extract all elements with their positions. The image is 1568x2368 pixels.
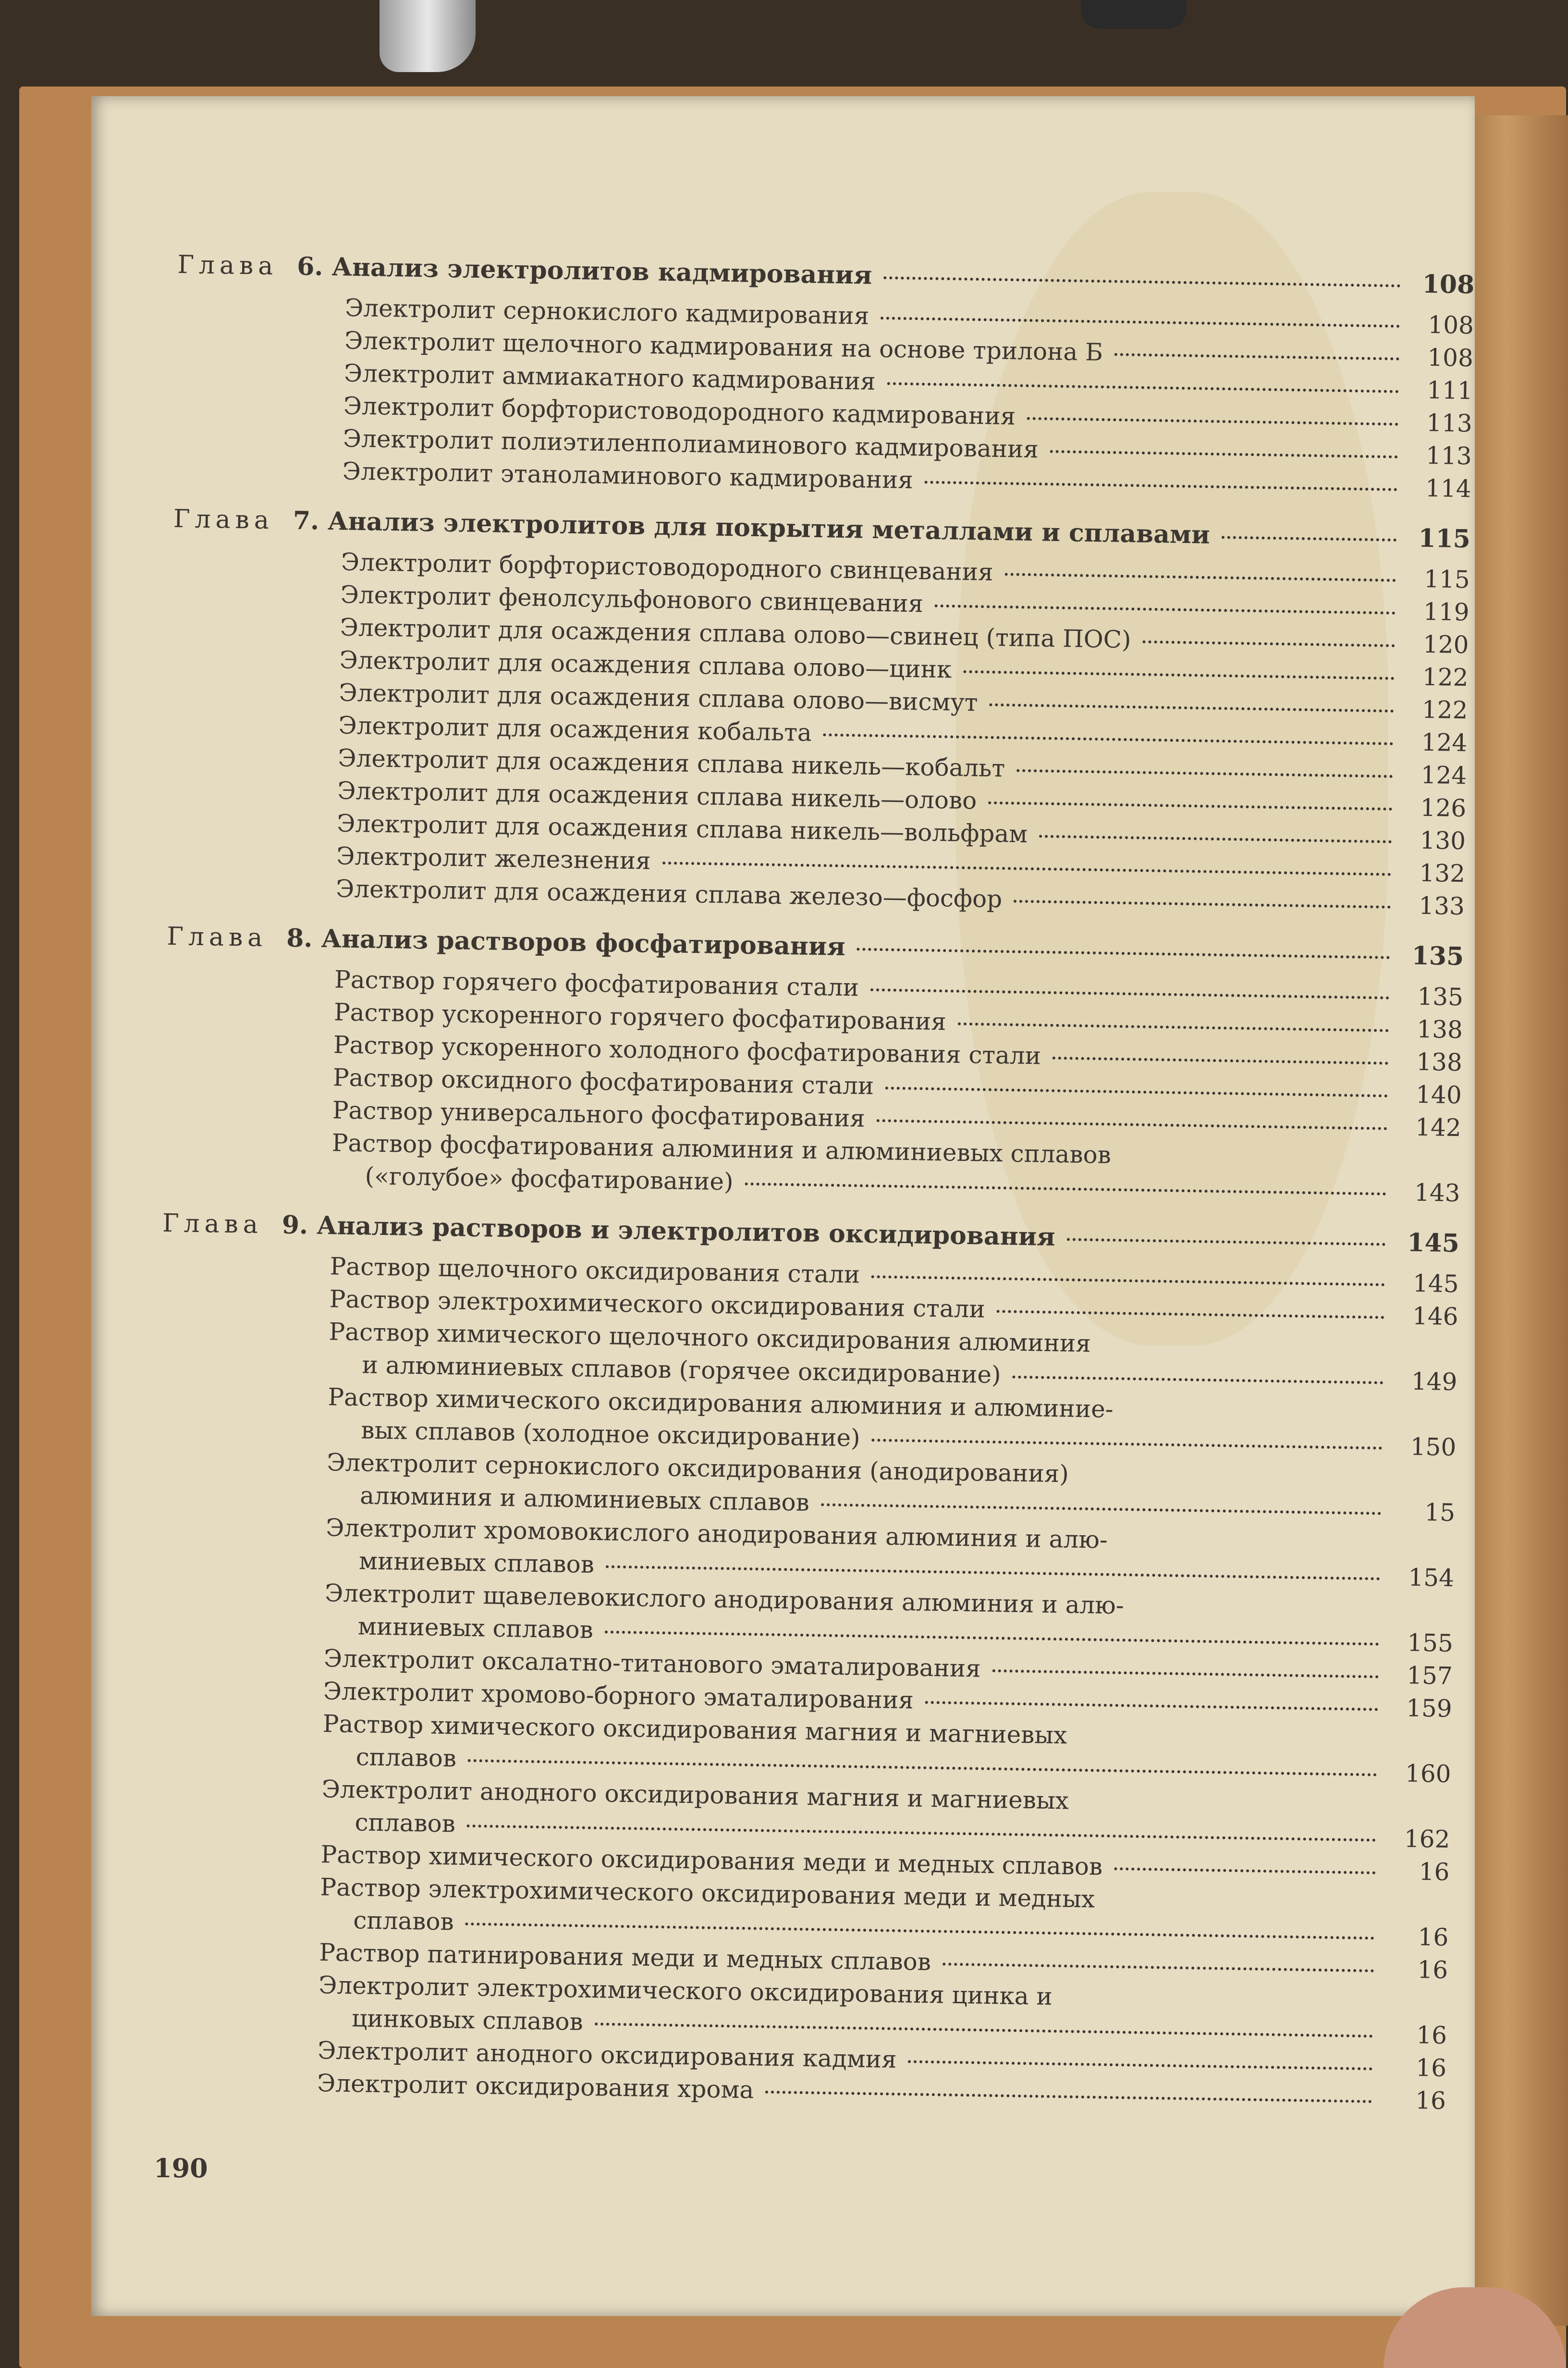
dot-leader [883, 276, 1400, 287]
dot-leader [1221, 536, 1396, 542]
entry-title: сплавов [355, 1743, 457, 1773]
entry-title: цинковых сплавов [351, 2004, 584, 2036]
dot-leader [881, 317, 1400, 328]
chapter-label: Глава [162, 1209, 263, 1240]
entry-page: 122 [1421, 695, 1468, 725]
entry-title: Электролит оксидирования хрома [317, 2069, 754, 2104]
dot-leader [870, 988, 1389, 999]
dot-leader [1115, 353, 1399, 360]
entry-page: 132 [1419, 859, 1466, 888]
chapter-page: 108 [1422, 269, 1475, 300]
entry-page: 154 [1408, 1563, 1455, 1592]
dot-leader [871, 1439, 1382, 1450]
page-number: 190 [154, 2153, 208, 2183]
entry-page: 108 [1427, 310, 1474, 340]
entry-page: 135 [1417, 982, 1464, 1011]
entry-page: 146 [1412, 1302, 1458, 1331]
entry-title: Электролит сернокислого оксидирования (анодирования) [326, 1448, 1069, 1488]
dot-leader [605, 1630, 1379, 1645]
entry-title: Электролит для осаждения сплава олово—цинк [339, 646, 952, 684]
dot-leader [1014, 900, 1391, 909]
entry-title: Электролит фенолсульфонового свинцевания [340, 580, 924, 618]
entry-page: 149 [1411, 1367, 1458, 1396]
entry-title: вых сплавов (холодное оксидирование) [361, 1416, 861, 1452]
entry-page: 157 [1406, 1661, 1453, 1690]
entry-title: Электролит борфтористоводородного кадмирования [343, 392, 1016, 431]
entry-title: Электролит хромовокислого анодирования алюминия и алю- [325, 1514, 1108, 1554]
entry-title: Раствор химического щелочного оксидирования алюминия [329, 1318, 1091, 1358]
entry-title: Раствор горячего фосфатирования стали [334, 965, 859, 1002]
dark-object [1081, 0, 1187, 29]
dot-leader [1039, 835, 1392, 843]
dot-leader [468, 1759, 1377, 1776]
entry-title: Электролит для осаждения сплава олово—свинец (типа ПОС) [340, 613, 1131, 654]
entry-title: Раствор электрохимического оксидирования меди и медных [320, 1873, 1095, 1913]
dot-leader [823, 733, 1394, 745]
entry-page: 16 [1415, 2086, 1446, 2115]
entry-page: 119 [1423, 597, 1470, 627]
entry-page: 122 [1422, 663, 1469, 692]
chapter-title: 9. Анализ растворов и электролитов оксидирования [282, 1210, 1056, 1252]
dot-leader [745, 1183, 1386, 1196]
chapter-title: 6. Анализ электролитов кадмирования [296, 251, 872, 290]
entry-title: Раствор химического оксидирования меди и медных сплавов [320, 1840, 1103, 1881]
entry-page: 155 [1407, 1628, 1454, 1658]
dot-leader [821, 1503, 1381, 1515]
dot-leader [765, 2091, 1372, 2103]
entry-page: 133 [1418, 891, 1465, 921]
dot-leader [1017, 769, 1393, 778]
entry-title: Электролит этаноламинового кадмирования [342, 457, 914, 494]
entry-title: Раствор электрохимического оксидирования стали [329, 1285, 986, 1323]
entry-title: Электролит для осаждения сплава олово—висмут [339, 678, 978, 717]
entry-page: 120 [1422, 630, 1469, 659]
entry-title: Раствор фосфатирования алюминия и алюминиевых сплавов [331, 1129, 1112, 1169]
dot-leader [662, 862, 1391, 876]
entry-page: 111 [1426, 376, 1473, 405]
entry-title: Раствор оксидного фосфатирования стали [332, 1063, 874, 1100]
dot-leader [1050, 450, 1398, 458]
entry-page: 138 [1416, 1015, 1463, 1044]
entry-title: Электролит борфтористоводородного свинцевания [341, 548, 993, 586]
dot-leader [1053, 1057, 1388, 1065]
entry-title: Электролит для осаждения сплава никель—кобальт [337, 744, 1005, 783]
entry-title: Раствор ускоренного горячего фосфатирования [333, 998, 947, 1036]
table-of-contents [149, 250, 1475, 2117]
dot-leader [857, 948, 1390, 959]
entry-page: 130 [1420, 826, 1466, 855]
entry-page: 113 [1425, 441, 1472, 470]
entry-page: 142 [1415, 1113, 1462, 1142]
entry-title: («голубое» фосфатирование) [365, 1162, 734, 1196]
entry-title: Раствор щелочного оксидирования стали [330, 1252, 860, 1289]
dot-leader [925, 1701, 1378, 1711]
entry-page: 140 [1415, 1080, 1462, 1110]
dot-leader [1027, 417, 1398, 426]
chapter-title: 8. Анализ растворов фосфатирования [286, 923, 846, 962]
dot-leader [606, 1565, 1380, 1580]
entry-title: миниевых сплавов [358, 1547, 595, 1579]
entry-page: 160 [1405, 1759, 1451, 1788]
entry-page: 124 [1421, 728, 1468, 757]
dot-leader [963, 670, 1394, 680]
scissors-photo-object [380, 0, 476, 72]
entry-title: Электролит щелочного кадмирования на основе трилона Б [344, 326, 1103, 367]
entry-page: 143 [1414, 1178, 1460, 1208]
dot-leader [871, 1275, 1385, 1286]
dot-leader [997, 1310, 1384, 1319]
entry-page: 108 [1427, 343, 1474, 372]
entry-page: 15 [1424, 1498, 1456, 1527]
chapter-label: Глава [173, 504, 274, 535]
dot-leader [1067, 1238, 1385, 1246]
entry-title: Электролит железнения [336, 842, 651, 875]
chapter-page: 115 [1418, 523, 1471, 554]
entry-title: сплавов [353, 1906, 454, 1936]
entry-title: миниевых сплавов [357, 1612, 594, 1644]
dot-leader [1012, 1376, 1383, 1384]
entry-title: Раствор химического оксидирования магния и магниевых [322, 1710, 1067, 1750]
dot-leader [466, 1923, 1375, 1940]
entry-page: 150 [1410, 1432, 1457, 1462]
entry-title: Раствор универсального фосфатирования [332, 1096, 866, 1133]
dot-leader [1004, 573, 1396, 582]
dot-leader [1142, 641, 1395, 647]
dot-leader [1114, 1867, 1375, 1875]
dot-leader [989, 703, 1394, 713]
dot-leader [885, 1086, 1388, 1097]
chapter-label: Глава [177, 250, 278, 281]
entry-title: и алюминиевых сплавов (горячее оксидирование) [362, 1351, 1002, 1389]
entry-title: Электролит для осаждения кобальта [338, 711, 812, 747]
entry-page: 145 [1412, 1269, 1459, 1298]
dot-leader [988, 802, 1392, 811]
entry-title: Раствор патинирования меди и медных сплавов [318, 1938, 931, 1976]
entry-page: 16 [1416, 2021, 1447, 2049]
entry-page: 113 [1426, 408, 1473, 438]
entry-title: сплавов [355, 1808, 456, 1838]
entry-page: 126 [1420, 793, 1467, 823]
dot-leader [992, 1669, 1379, 1678]
dot-leader [908, 2060, 1372, 2070]
entry-title: Электролит для осаждения сплава железо—фосфор [335, 875, 1003, 913]
entry-title: Электролит для осаждения сплава никель—вольфрам [336, 809, 1028, 848]
entry-page: 138 [1416, 1048, 1463, 1077]
entry-page: 115 [1423, 565, 1470, 594]
entry-page: 114 [1425, 474, 1471, 503]
chapter-page: 145 [1407, 1228, 1460, 1258]
dot-leader [887, 382, 1398, 393]
entry-title: Электролит аммиакатного кадмирования [343, 359, 876, 395]
book-page-edges [1465, 115, 1568, 2326]
entry-page: 16 [1415, 2053, 1447, 2082]
entry-title: Электролит оксалатно-титанового эматалирования [323, 1644, 981, 1683]
entry-title: Электролит хромово-борного эматалирования [323, 1677, 914, 1714]
dot-leader [877, 1119, 1387, 1130]
entry-title: Раствор ускоренного холодного фосфатирования стали [333, 1031, 1041, 1070]
entry-page: 16 [1419, 1858, 1450, 1886]
entry-page: 16 [1418, 1923, 1449, 1951]
dot-leader [595, 2023, 1373, 2037]
chapter-page: 135 [1411, 941, 1464, 972]
entry-title: Электролит электрохимического оксидирования цинка и [318, 1971, 1053, 2011]
entry-page: 159 [1406, 1694, 1453, 1723]
entry-page: 124 [1421, 761, 1467, 790]
entry-title: алюминия и алюминиевых сплавов [359, 1481, 810, 1517]
dot-leader [943, 1962, 1374, 1972]
entry-title: Электролит анодного оксидирования кадмия [317, 2036, 897, 2073]
entry-page: 162 [1404, 1825, 1450, 1854]
entry-title: Раствор химического оксидирования алюминия и алюминие- [328, 1383, 1114, 1423]
dot-leader [935, 604, 1396, 615]
dot-leader [467, 1825, 1376, 1842]
entry-title: Электролит сернокислого кадмирования [344, 294, 870, 330]
entry-page: 16 [1417, 1955, 1448, 1984]
entry-title: Электролит анодного оксидирования магния и магниевых [321, 1775, 1069, 1815]
entry-title: Электролит для осаждения сплава никель—олово [337, 777, 977, 815]
chapter-label: Глава [167, 922, 268, 953]
entry-title: Электролит полиэтиленполиаминового кадмирования [343, 424, 1039, 464]
dot-leader [958, 1023, 1389, 1032]
dot-leader [925, 481, 1397, 491]
entry-title: Электролит щавелевокислого анодирования алюминия и алю- [324, 1579, 1125, 1620]
chapter-title: 7. Анализ электролитов для покрытия металлами и сплавами [293, 506, 1211, 550]
